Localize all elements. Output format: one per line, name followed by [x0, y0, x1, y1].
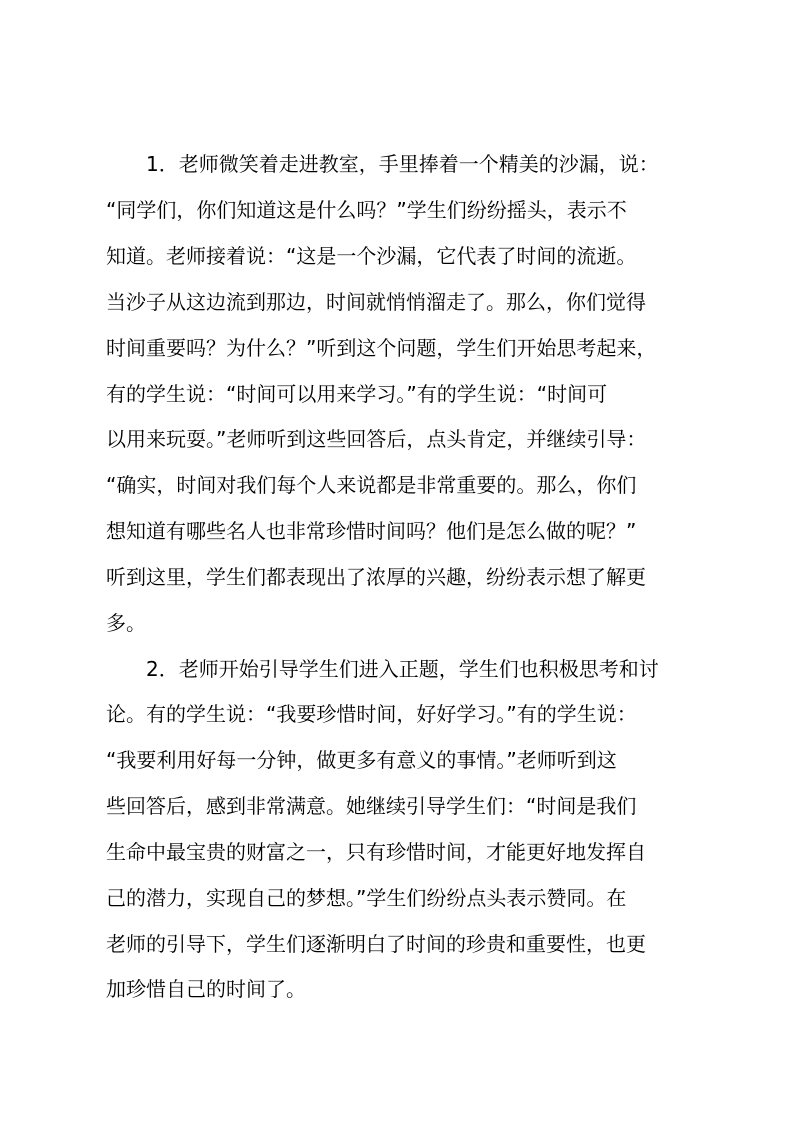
paragraph-1-line-6: 有的学生说：“时间可以用来学习。”有的学生说：“时间可: [106, 382, 608, 406]
paragraph-1-line-11: 多。: [106, 611, 146, 635]
paragraph-2-line-3: “我要利用好每一分钟，做更多有意义的事情。”老师听到这: [106, 748, 617, 772]
paragraph-1-line-2: “同学们，你们知道这是什么吗？”学生们纷纷摇头，表示不: [106, 198, 627, 222]
paragraph-1-line-8: “确实，时间对我们每个人来说都是非常重要的。那么，你们: [106, 473, 637, 497]
paragraph-2-line-4: 些回答后，感到非常满意。她继续引导学生们：“时间是我们: [106, 794, 637, 818]
paragraph-1-line-4: 当沙子从这边流到那边，时间就悄悄溜走了。那么，你们觉得: [106, 290, 646, 314]
paragraph-2-line-6: 己的潜力，实现自己的梦想。”学生们纷纷点头表示赞同。在: [106, 886, 627, 910]
paragraph-2-line-5: 生命中最宝贵的财富之一，只有珍惜时间，才能更好地发挥自: [106, 840, 646, 864]
paragraph-2-line-7: 老师的引导下，学生们逐渐明白了时间的珍贵和重要性，也更: [106, 932, 646, 956]
paragraph-1-line-7: 以用来玩耍。”老师听到这些回答后，点头肯定，并继续引导：: [106, 427, 647, 451]
paragraph-2-line-1: 2．老师开始引导学生们进入正题，学生们也积极思考和讨: [146, 657, 659, 681]
paragraph-1-line-1: 1．老师微笑着走进教室，手里捧着一个精美的沙漏，说：: [146, 152, 659, 176]
paragraph-1-line-10: 听到这里，学生们都表现出了浓厚的兴趣，纷纷表示想了解更: [106, 565, 646, 589]
paragraph-1-line-5: 时间重要吗？为什么？”听到这个问题，学生们开始思考起来，: [106, 336, 657, 360]
paragraph-1-line-3: 知道。老师接着说：“这是一个沙漏，它代表了时间的流逝。: [106, 244, 637, 268]
paragraph-1-line-9: 想知道有哪些名人也非常珍惜时间吗？他们是怎么做的呢？”: [106, 519, 637, 543]
paragraph-2-line-2: 论。有的学生说：“我要珍惜时间，好好学习。”有的学生说：: [106, 702, 637, 726]
paragraph-2-line-8: 加珍惜自己的时间了。: [106, 977, 306, 1001]
